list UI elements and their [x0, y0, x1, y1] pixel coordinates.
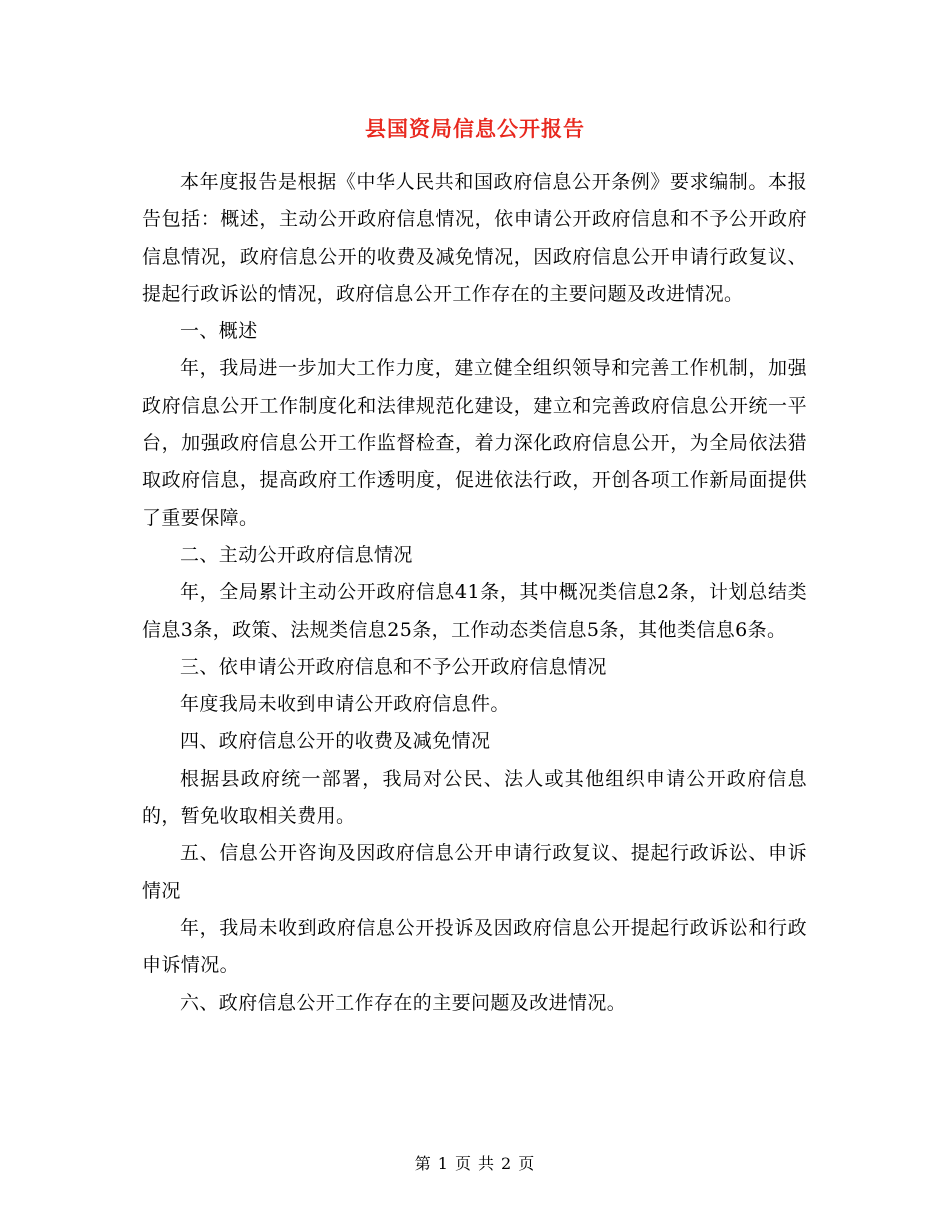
paragraph-review-litigation: 年，我局未收到政府信息公开投诉及因政府信息公开提起行政诉讼和行政申诉情况。	[142, 916, 807, 977]
document-title: 县国资局信息公开报告	[365, 116, 585, 141]
paragraph-intro: 本年度报告是根据《中华人民共和国政府信息公开条例》要求编制。本报告包括：概述，主动公开政府信息情况，依申请公开政府信息和不予公开政府信息情况，政府信息公开的收费及减免情况，因政府信息公开申请行政复议、提起行政诉讼的情况，政府信息公开工作存在的主要问题及改进情况。	[142, 171, 807, 305]
paragraph-proactive-disclosure: 年，全局累计主动公开政府信息41条，其中概况类信息2条，计划总结类信息3条，政策、法规类信息25条，工作动态类信息5条，其他类信息6条。	[142, 581, 807, 641]
paragraph-request-disclosure: 年度我局未收到申请公开政府信息件。	[180, 693, 510, 716]
section-heading-fees: 四、政府信息公开的收费及减免情况	[180, 730, 491, 753]
footer-suffix: 页	[518, 1154, 536, 1173]
footer-middle: 页 共	[454, 1154, 496, 1173]
section-heading-proactive-disclosure: 二、主动公开政府信息情况	[180, 543, 413, 566]
footer-prefix: 第	[414, 1154, 432, 1173]
footer-page-number: 1	[437, 1154, 449, 1173]
section-heading-problems: 六、政府信息公开工作存在的主要问题及改进情况。	[180, 991, 627, 1014]
section-heading-review-litigation: 五、信息公开咨询及因政府信息公开申请行政复议、提起行政诉讼、申诉情况	[142, 842, 807, 902]
paragraph-fees: 根据县政府统一部署，我局对公民、法人或其他组织申请公开政府信息的，暂免收取相关费用。	[142, 767, 807, 828]
document-body	[142, 164, 807, 1022]
section-heading-request-disclosure: 三、依申请公开政府信息和不予公开政府信息情况	[180, 655, 607, 678]
paragraph-overview: 年，我局进一步加大工作力度，建立健全组织领导和完善工作机制，加强政府信息公开工作制度化和法律规范化建设，建立和完善政府信息公开统一平台，加强政府信息公开工作监督检查，着力深化政府信息公开，为全局依法猎取政府信息，提高政府工作透明度，促进依法行政，开创各项工作新局面提供了重要保障。	[142, 357, 807, 529]
section-heading-overview: 一、概述	[180, 320, 258, 343]
page-number-footer	[0, 1152, 950, 1176]
footer-total-pages: 2	[501, 1154, 513, 1173]
